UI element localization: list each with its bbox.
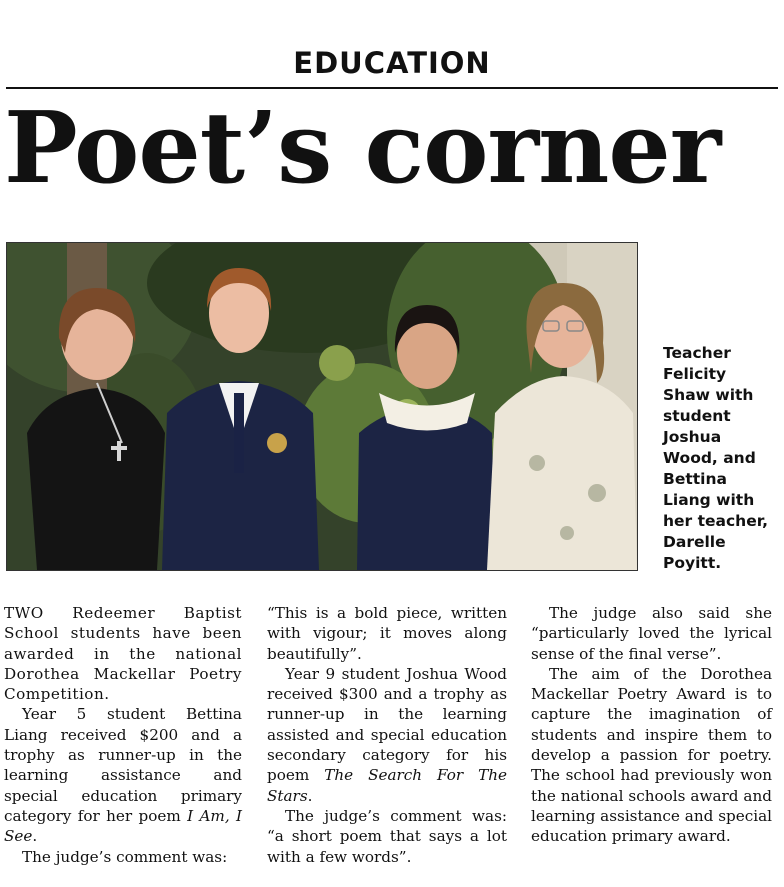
section-rule bbox=[6, 87, 778, 89]
poem-title: The Search For The Stars bbox=[267, 766, 507, 805]
poem-title: I Am, I See bbox=[4, 806, 242, 846]
article-column-3 bbox=[531, 603, 772, 847]
photo-caption: Teacher Felicity Shaw with student Joshua Wood, and Bettina Liang with her teacher, Darelle Poyitt. bbox=[663, 344, 768, 572]
paragraph: “This is a bold piece, written with vigour; it moves along beautifully”. bbox=[267, 604, 507, 663]
paragraph: The aim of the Dorothea Mackellar Poetry Award is to capture the imagination of students and inspire them to develop a passion for poetry. The school had previously won the national schools award and learning assistance and special education primary award. bbox=[531, 664, 772, 846]
article-column-1 bbox=[4, 603, 242, 867]
paragraph: Year 9 student Joshua Wood received $300 and a trophy as runner-up in the learning assisted and special education secondary category for his poem The Search For The Stars. bbox=[267, 664, 507, 805]
section-label: EDUCATION bbox=[293, 46, 491, 80]
paragraph: TWO Redeemer Baptist School students have been awarded in the national Dorothea Mackellar Poetry Competition. bbox=[4, 604, 242, 704]
paragraph: The judge also said she “particularly loved the lyrical sense of the final verse”. bbox=[531, 604, 772, 663]
headline: Poet’s corner bbox=[4, 91, 721, 206]
paragraph: The judge’s comment was: bbox=[22, 847, 228, 866]
paragraph: Year 5 student Bettina Liang received $200 and a trophy as runner-up in the learning assistance and special education primary category for her poem I Am, I See. bbox=[4, 705, 242, 846]
paragraph: The judge’s comment was: “a short poem that says a lot with a few words”. bbox=[267, 806, 507, 866]
article-column-2 bbox=[267, 603, 507, 867]
news-photo bbox=[6, 242, 638, 571]
